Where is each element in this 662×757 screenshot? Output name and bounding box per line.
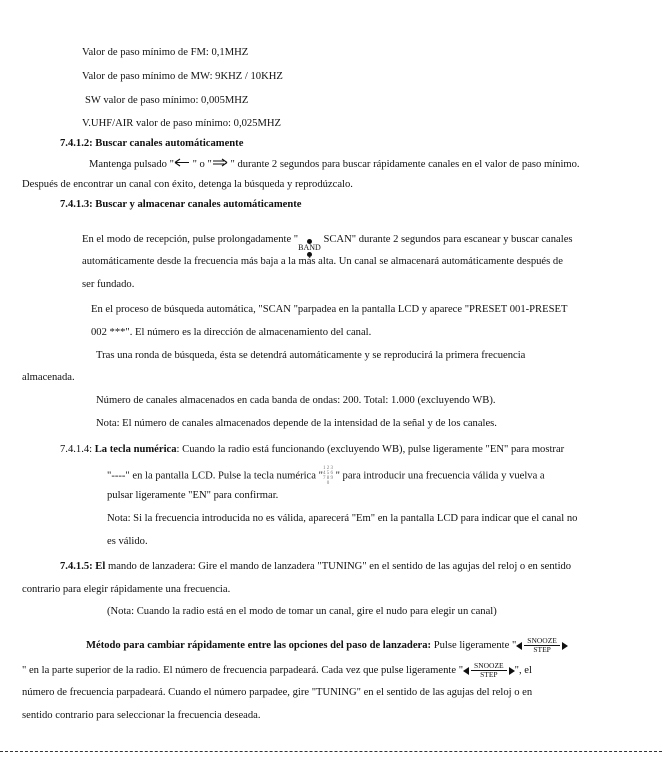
section-heading-7-4-1-3: 7.4.1.3: Buscar y almacenar canales automáticamente (60, 199, 302, 210)
paragraph-tuning-2: contrario para elegir rápidamente una frecuencia. (22, 584, 231, 595)
keypad-row: 0 (326, 481, 330, 486)
paragraph-scan-2: automáticamente desde la frecuencia más baja a la más alta. Un canal se almacenará automáticamente después de (82, 256, 563, 267)
text-segment: " durante 2 segundos para buscar rápidamente canales en el valor de paso mínimo. (227, 159, 580, 170)
arrow-right-icon (212, 158, 228, 171)
paragraph-scan-7: almacenada. (22, 372, 75, 383)
band-icon-label: BAND (298, 243, 321, 252)
paragraph-numeric-2 (107, 466, 545, 486)
paragraph-step-4: sentido contrario para seleccionar la frecuencia deseada. (22, 710, 261, 721)
paragraph-scan-4: En el proceso de búsqueda automática, "SCAN "parpadea en la pantalla LCD y aparece "PRESET 001-PRESET (91, 304, 568, 315)
paragraph-step-method (86, 637, 568, 654)
snooze-step-icon (516, 637, 568, 654)
paragraph-scan-9: Nota: El número de canales almacenados depende de la intensidad de la señal y de los canales. (96, 418, 497, 429)
arrow-left-icon (174, 158, 190, 171)
text-segment: "----" en la pantalla LCD. Pulse la tecla numérica " (107, 470, 323, 482)
paragraph-scan-3: ser fundado. (82, 279, 135, 290)
text-segment: " en la parte superior de la radio. El número de frecuencia parpadeará. Cada vez que pulse ligeramente " (22, 664, 464, 676)
snooze-step-icon (463, 662, 515, 679)
paragraph-numeric-4: Nota: Si la frecuencia introducida no es válida, aparecerá "Em" en la pantalla LCD para indicar que el canal no (107, 513, 578, 524)
step-label: STEP (533, 645, 551, 654)
fm-step-text: Valor de paso mínimo de FM: 0,1MHZ (82, 47, 249, 58)
paragraph-scan-8: Número de canales almacenados en cada banda de ondas: 200. Total: 1.000 (excluyendo WB). (96, 395, 496, 406)
step-label: STEP (480, 670, 498, 679)
snooze-label: SNOOZE (524, 637, 560, 646)
sw-step-text: SW valor de paso mínimo: 0,005MHZ (85, 95, 249, 106)
paragraph-step-2 (22, 662, 532, 679)
text-segment-bold: La tecla numérica (94, 444, 177, 455)
paragraph-search-hold (89, 158, 580, 171)
vuhf-step-text: V.UHF/AIR valor de paso mínimo: 0,025MHZ (82, 118, 282, 129)
keypad-row: 4 5 6 (322, 471, 333, 476)
text-segment: mando de lanzadera: Gire el mando de lanzadera "TUNING" en el sentido de las agujas del reloj o en sentido (105, 561, 572, 572)
text-segment-bold: 7.4.1.5: El (60, 561, 106, 572)
text-segment: Mantenga pulsado " (89, 159, 174, 170)
text-segment: SCAN" durante 2 segundos para escanear y buscar canales (320, 234, 573, 245)
paragraph-tuning-knob (60, 560, 571, 573)
paragraph-tuning-note: (Nota: Cuando la radio está en el modo de tomar un canal, gire el nudo para elegir un canal) (107, 606, 497, 617)
section-heading-7-4-1-2: 7.4.1.2: Buscar canales automáticamente (60, 138, 244, 149)
paragraph-scan-press (82, 233, 573, 257)
snooze-label: SNOOZE (471, 662, 507, 671)
paragraph-scan-5: 002 ***". El número es la dirección de almacenamiento del canal. (91, 327, 372, 338)
paragraph-numeric-5: es válido. (107, 536, 148, 547)
text-segment: En el modo de recepción, pulse prolongadamente " (82, 234, 299, 245)
paragraph-numeric-key (60, 443, 564, 456)
text-segment-bold: Método para cambiar rápidamente entre las opciones del paso de lanzadera: (86, 639, 432, 651)
text-segment: ", el (514, 664, 532, 676)
text-segment: 7.4.1.4: (60, 444, 95, 455)
paragraph-step-3: número de frecuencia parpadeará. Cuando el número parpadee, gire "TUNING" en el sentido de las agujas del reloj o en (22, 687, 533, 698)
paragraph-after-found: Después de encontrar un canal con éxito, detenga la búsqueda y reprodúzcalo. (22, 179, 353, 190)
keypad-row: 7 8 9 (322, 476, 333, 481)
keypad-row: 1 2 3 (322, 466, 333, 471)
text-segment: : Cuando la radio está funcionando (excluyendo WB), pulse ligeramente "EN" para mostrar (176, 444, 565, 455)
keypad-icon (323, 466, 333, 486)
text-segment: Pulse ligeramente " (431, 639, 517, 651)
paragraph-numeric-3: pulsar ligeramente "EN" para confirmar. (107, 490, 279, 501)
text-segment: " o " (189, 159, 212, 170)
paragraph-scan-6: Tras una ronda de búsqueda, ésta se detendrá automáticamente y se reproducirá la primera frecuencia (96, 350, 526, 361)
page-bottom-rule (0, 751, 662, 752)
text-segment: " para introducir una frecuencia válida y vuelva a (332, 470, 545, 482)
mw-step-text: Valor de paso mínimo de MW: 9KHZ / 10KHZ (82, 71, 283, 82)
